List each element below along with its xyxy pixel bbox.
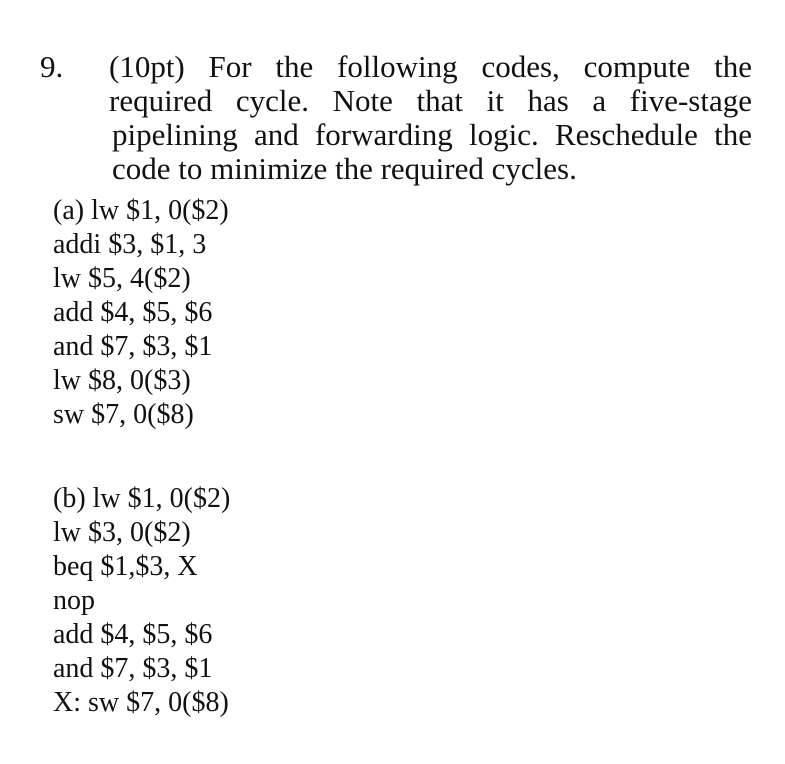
code-part-b [53, 482, 353, 720]
code-line-b-3: beq $1,$3, X [53, 551, 198, 582]
code-line-b-6: and $7, $3, $1 [53, 653, 213, 684]
prompt-line-4: code to minimize the required cycles. [112, 151, 577, 186]
prompt-line-2: required cycle. Note that it has a five-stage [109, 83, 752, 118]
code-line-b-5: add $4, $5, $6 [53, 619, 213, 650]
code-part-a [53, 194, 353, 432]
code-line-b-7: X: sw $7, 0($8) [53, 687, 229, 718]
code-line-a-7: sw $7, 0($8) [53, 399, 194, 430]
prompt-line-1: (10pt) For the following codes, compute the [109, 49, 752, 84]
code-line-b-4: nop [53, 585, 95, 616]
code-line-a-6: lw $8, 0($3) [53, 365, 191, 396]
code-line-a-5: and $7, $3, $1 [53, 331, 213, 362]
code-line-a-3: lw $5, 4($2) [53, 263, 191, 294]
code-line-b-2: lw $3, 0($2) [53, 517, 191, 548]
prompt-line-3: pipelining and forwarding logic. Reschedule the [112, 117, 752, 152]
code-line-a-1: (a) lw $1, 0($2) [53, 195, 229, 226]
code-line-a-2: addi $3, $1, 3 [53, 229, 207, 260]
question-number: 9. [40, 49, 64, 84]
code-line-a-4: add $4, $5, $6 [53, 297, 213, 328]
question-prompt [109, 50, 752, 186]
code-line-b-1: (b) lw $1, 0($2) [53, 483, 231, 514]
